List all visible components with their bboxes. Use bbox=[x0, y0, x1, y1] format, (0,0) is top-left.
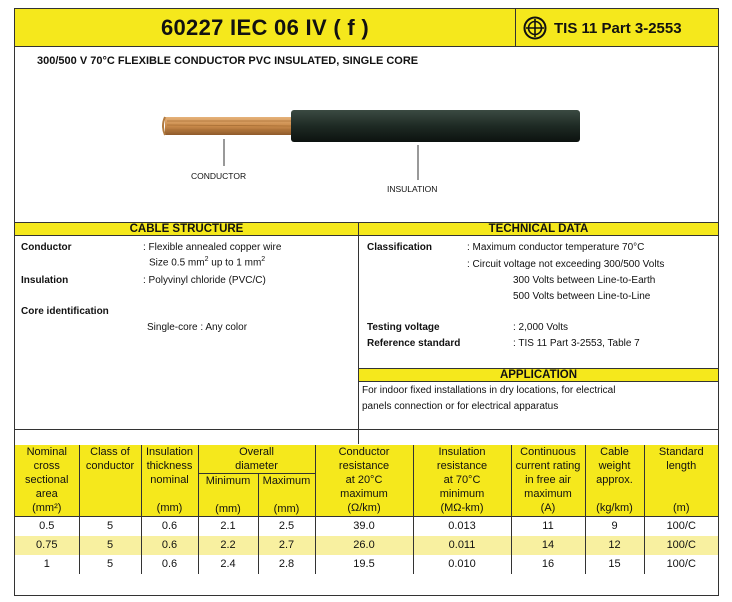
core-identification-label: Core identification bbox=[21, 306, 109, 317]
size-min-text: Size 0.5 mm bbox=[149, 257, 205, 269]
table-cell: 16 bbox=[511, 555, 585, 574]
table-cell: 2.1 bbox=[198, 517, 258, 536]
cable-subtitle: 300/500 V 70°C FLEXIBLE CONDUCTOR PVC INSULATED, SINGLE CORE bbox=[37, 55, 419, 67]
table-cell: 2.4 bbox=[198, 555, 258, 574]
table-cell: 1 bbox=[43, 558, 50, 570]
conductor-size bbox=[149, 256, 265, 268]
table-cell: 0.6 bbox=[141, 536, 198, 555]
insulation-field-value: : Polyvinyl chloride (PVC/C) bbox=[143, 275, 266, 286]
table-cell: 15 bbox=[585, 555, 644, 574]
reference-standard-label: Reference standard bbox=[367, 338, 461, 349]
insulation-field-label: Insulation bbox=[21, 275, 69, 286]
col-diameter-min: Minimum (mm) bbox=[198, 474, 258, 517]
cable-illustration bbox=[15, 69, 718, 219]
table-header-row bbox=[15, 445, 718, 474]
table-cell: 9 bbox=[585, 517, 644, 536]
cable-type-title: 60227 IEC 06 IV ( f ) bbox=[160, 15, 370, 40]
table-cell: 0.011 bbox=[413, 536, 511, 555]
table-cell: 5 bbox=[79, 555, 141, 574]
table-cell: 19.5 bbox=[315, 555, 413, 574]
spec-sheet bbox=[14, 8, 719, 596]
testing-voltage-value: : 2,000 Volts bbox=[513, 322, 569, 333]
classification-line-1: : Maximum conductor temperature 70°C bbox=[467, 242, 645, 253]
table-cell: 2.7 bbox=[258, 536, 315, 555]
application-line-2: panels connection or for electrical apparatus bbox=[362, 401, 559, 412]
insulation-label: INSULATION bbox=[387, 184, 438, 194]
table-cell: 39.0 bbox=[315, 517, 413, 536]
table-cell: 0.75 bbox=[15, 536, 79, 555]
copper-conductor bbox=[163, 117, 293, 135]
table-cell: 5 bbox=[79, 536, 141, 555]
classification-line-3: 300 Volts between Line-to-Earth bbox=[513, 275, 656, 286]
table-cell: 2.2 bbox=[198, 536, 258, 555]
table-row bbox=[15, 536, 718, 555]
table-cell: 0.010 bbox=[413, 555, 511, 574]
classification-label: Classification bbox=[367, 242, 433, 253]
specification-table bbox=[15, 445, 718, 574]
table-cell: 14 bbox=[511, 536, 585, 555]
table-cell: 100/C bbox=[644, 555, 718, 574]
table-cell: 100/C bbox=[644, 517, 718, 536]
header-bar bbox=[15, 9, 718, 47]
reference-standard-value: : TIS 11 Part 3-2553, Table 7 bbox=[513, 338, 640, 349]
col-conductor-resistance: Conductor resistance at 20°C maximum (Ω/km) bbox=[315, 445, 413, 517]
col-cable-weight: Cable weight approx. (kg/km) bbox=[585, 445, 644, 517]
table-row bbox=[15, 555, 718, 574]
table-cell: 5 bbox=[79, 517, 141, 536]
table-cell: 100/C bbox=[644, 536, 718, 555]
col-standard-length: Standard length (m) bbox=[644, 445, 718, 517]
table-cell: 0.5 bbox=[15, 517, 79, 536]
table-top-rule bbox=[15, 429, 718, 430]
size-min-sup: 2 bbox=[204, 256, 209, 263]
table-cell: 0.013 bbox=[413, 517, 511, 536]
standard-badge bbox=[517, 9, 718, 47]
col-current-rating: Continuous current rating in free air maximum (A) bbox=[511, 445, 585, 517]
technical-data-heading: TECHNICAL DATA bbox=[359, 222, 718, 236]
cable-structure-heading: CABLE STRUCTURE bbox=[15, 222, 358, 236]
application-line-1: For indoor fixed installations in dry locations, for electrical bbox=[362, 385, 616, 396]
conductor-field-value: : Flexible annealed copper wire bbox=[143, 242, 282, 253]
table-cell: 2.5 bbox=[258, 517, 315, 536]
col-insulation-resistance: Insulation resistance at 70°C minimum (MΩ-km) bbox=[413, 445, 511, 517]
testing-voltage-label: Testing voltage bbox=[367, 322, 440, 333]
size-max-text: up to 1 mm bbox=[208, 257, 262, 269]
col-insulation-thickness: Insulation thickness nominal (mm) bbox=[141, 445, 198, 517]
table-body bbox=[15, 517, 718, 574]
col-nominal-area: Nominal cross sectional area (mm²) bbox=[15, 445, 79, 517]
conductor-field-label: Conductor bbox=[21, 242, 72, 253]
col-overall-diameter: Overall diameter bbox=[198, 445, 315, 474]
core-identification-value: Single-core : Any color bbox=[147, 322, 248, 333]
section-divider bbox=[358, 222, 359, 444]
table-cell: 26.0 bbox=[315, 536, 413, 555]
size-max-sup: 2 bbox=[261, 256, 266, 263]
standard-label: TIS 11 Part 3-2553 bbox=[554, 19, 682, 37]
table-cell: 0.6 bbox=[141, 517, 198, 536]
table-cell: 12 bbox=[585, 536, 644, 555]
cable-diagram bbox=[15, 69, 718, 219]
header-divider bbox=[515, 9, 516, 47]
application-heading: APPLICATION bbox=[359, 368, 718, 382]
pvc-insulation bbox=[291, 110, 580, 142]
table-cell: 2.8 bbox=[258, 555, 315, 574]
table-cell: 0.6 bbox=[141, 555, 198, 574]
classification-line-4: 500 Volts between Line-to-Line bbox=[513, 291, 651, 302]
tis-certification-icon bbox=[523, 16, 547, 40]
table-cell: 11 bbox=[511, 517, 585, 536]
conductor-label: CONDUCTOR bbox=[191, 171, 247, 181]
col-conductor-class: Class of conductor bbox=[79, 445, 141, 517]
col-diameter-max: Maximum (mm) bbox=[258, 474, 315, 517]
classification-line-2: : Circuit voltage not exceeding 300/500 Volts bbox=[467, 259, 665, 270]
table-row bbox=[15, 517, 718, 536]
